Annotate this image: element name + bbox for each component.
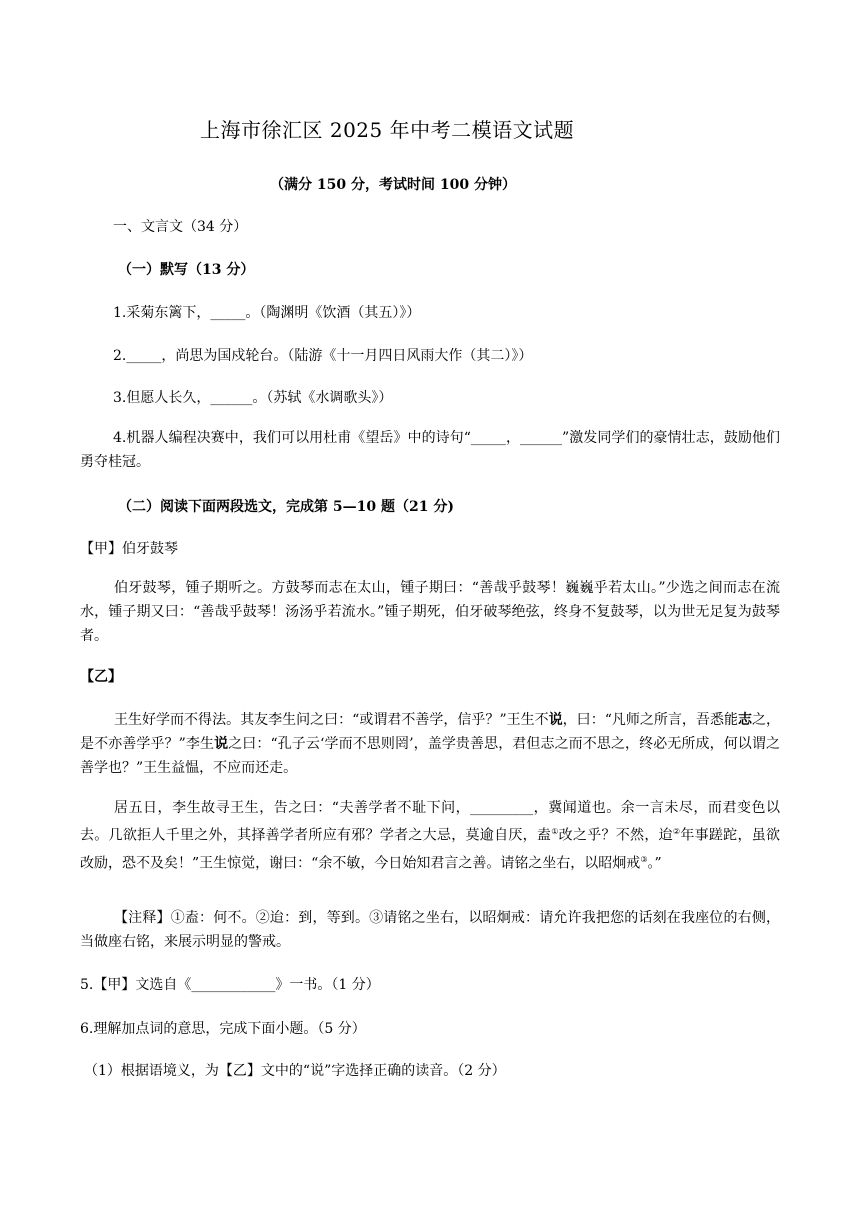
page-title: 上海市徐汇区 2025 年中考二模语文试题 — [200, 118, 575, 142]
part-heading-dictation: （一）默写（13 分） — [118, 262, 255, 278]
dotted-word-zhi: 志 — [737, 712, 752, 728]
dotted-word-shuo: 说 — [214, 736, 229, 752]
question-2: 2._____，尚思为国戍轮台。（陆游《十一月四日风雨大作（其二）》） — [113, 348, 533, 364]
passage-b-paragraph-1: 王生好学而不得法。其友李生问之曰：“或谓君不善学，信乎？”王生不说，曰：“凡师之所言，吾悉能志之，是不亦善学乎？”李生说之曰：“孔子云‘学而不思则罔’，盖学贵善思，君但志之而不思之，终必无所成，何以谓之善学也？”王生益愠，不应而还走。 — [80, 712, 780, 776]
passage-a-text: 伯牙鼓琴，锺子期听之。方鼓琴而志在太山，锺子期曰：“善哉乎鼓琴！巍巍乎若太山。”少选之间而志在流水，锺子期又曰：“善哉乎鼓琴！汤汤乎若流水。”锺子期死，伯牙破琴绝弦，终身不复鼓琴，以为世无足复为鼓琴者。 — [80, 580, 780, 644]
annotation-notes — [80, 906, 780, 954]
notes-label: 【注释】 — [114, 910, 171, 926]
note-marker: ② — [672, 827, 681, 836]
question-1: 1.采菊东篱下，_____。（陶渊明《饮酒（其五）》） — [113, 305, 421, 321]
question-4: 4.机器人编程决赛中，我们可以用杜甫《望岳》中的诗句“_____，______”激发同学们的豪情壮志，鼓励他们勇夺桂冠。 — [80, 430, 780, 470]
question-5: 5.【甲】文选自《____________》一书。（1 分） — [80, 977, 380, 993]
question-6: 6.理解加点词的意思，完成下面小题。（5 分） — [80, 1021, 366, 1037]
passage-a-label: 【甲】伯牙鼓琴 — [80, 541, 178, 557]
part-heading-reading: （二）阅读下面两段选文，完成第 5—10 题（21 分) — [118, 499, 454, 515]
dotted-word-shuo: 说 — [548, 712, 563, 728]
passage-b-paragraph-2: 居五日，李生故寻王生，告之曰：“夫善学者不耻下问，_________，冀闻道也。余一言未尽，而君变色以去。几欲拒人千里之外，其择善学者所应有邪？学者之大忌，莫逾自厌，盍①改之乎？不然，迨②年事蹉跎，虽欲改励，恐不及矣！”王生惊觉，谢曰：“余不敏，今日始知君言之善。请铭之坐右，以昭炯戒③。” — [80, 800, 781, 872]
question-6-1: （1）根据语境义，为【乙】文中的“说”字选择正确的读音。（2 分） — [84, 1063, 506, 1079]
passage-b-label: 【乙】 — [80, 669, 122, 685]
section-heading: 一、文言文（34 分） — [113, 219, 248, 235]
notes-text: ①盍：何不。②迨：到，等到。③请铭之坐右，以昭炯戒：请允许我把您的话刻在我座位的右侧，当做座右铭，来展示明显的警戒。 — [80, 910, 781, 950]
exam-info: （满分 150 分，考试时间 100 分钟） — [270, 177, 516, 193]
question-3: 3.但愿人长久，______。（苏轼《水调歌头》） — [113, 390, 393, 406]
note-marker: ③ — [640, 854, 648, 864]
note-marker: ① — [551, 827, 559, 836]
